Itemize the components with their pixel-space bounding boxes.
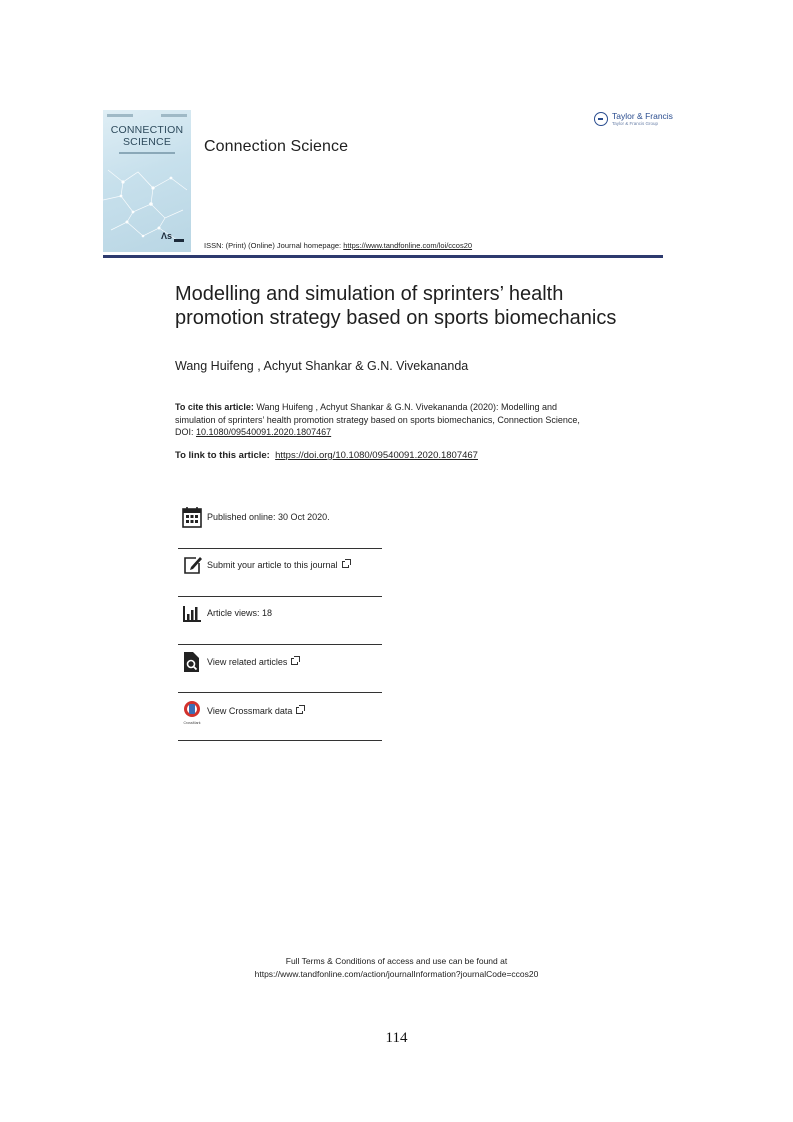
journal-name: Connection Science xyxy=(204,138,349,155)
crossmark-icon xyxy=(182,700,202,726)
svg-text:CrossMark: CrossMark xyxy=(183,721,201,725)
article-views-row xyxy=(180,602,382,632)
article-title: Modelling and simulation of sprinters’ health promotion strategy based on sports biomechanics xyxy=(175,283,617,329)
cover-title: CONNECTION SCIENCE xyxy=(110,124,184,148)
submit-article-row[interactable] xyxy=(180,554,382,584)
journal-homepage-link[interactable]: https://www.tandfonline.com/loi/ccos20 xyxy=(343,241,473,250)
submit-article-link[interactable]: Submit your article to this journal xyxy=(207,560,338,570)
info-divider xyxy=(178,644,382,645)
external-link-icon xyxy=(342,561,349,568)
external-link-icon xyxy=(291,658,298,665)
publisher-logo-group: Taylor & Francis Group xyxy=(612,121,659,126)
terms-footer-line: Full Terms & Conditions of access and use can be found at xyxy=(285,956,508,966)
issn-text: ISSN: (Print) (Online) Journal homepage: xyxy=(204,241,344,250)
related-articles-row[interactable] xyxy=(180,651,382,681)
publisher-logo xyxy=(594,110,673,132)
document-search-icon xyxy=(182,651,202,673)
citation-block xyxy=(175,401,595,439)
edit-icon xyxy=(182,554,202,576)
info-divider xyxy=(178,740,382,741)
info-divider xyxy=(178,548,382,549)
info-divider xyxy=(178,596,382,597)
svg-text:Λs: Λs xyxy=(161,231,173,241)
article-doi-url-link[interactable]: https://doi.org/10.1080/09540091.2020.1807467 xyxy=(275,450,478,461)
cover-header-marks xyxy=(107,114,187,118)
citation-text: Wang Huifeng , Achyut Shankar & G.N. Vivekananda (2020): Modelling and simulation of sprinters’ health promotion strategy based on sports biomechanics, Connection Science, DOI: xyxy=(175,402,580,437)
related-articles-link[interactable]: View related articles xyxy=(207,657,288,667)
cover-subtitle-bar xyxy=(119,152,175,154)
article-link-line xyxy=(175,450,478,461)
published-online-text: Published online: 30 Oct 2020. xyxy=(207,512,330,522)
citation-label: To cite this article: xyxy=(175,402,254,412)
crossmark-row[interactable] xyxy=(180,700,382,730)
article-authors: Wang Huifeng , Achyut Shankar & G.N. Vivekananda xyxy=(175,359,469,373)
citation-doi-link[interactable]: 10.1080/09540091.2020.1807467 xyxy=(196,427,332,437)
info-divider xyxy=(178,692,382,693)
external-link-icon xyxy=(296,707,303,714)
published-online-row xyxy=(180,506,382,536)
article-views-text: Article views: 18 xyxy=(207,608,273,618)
page-number: 114 xyxy=(385,1030,408,1046)
terms-footer-url[interactable]: https://www.tandfonline.com/action/journalInformation?journalCode=ccos20 xyxy=(254,969,539,979)
bar-chart-icon xyxy=(182,602,202,624)
publisher-logo-name: Taylor & Francis xyxy=(612,111,673,121)
terms-footer xyxy=(0,955,793,981)
crossmark-link[interactable]: View Crossmark data xyxy=(207,706,293,716)
calendar-icon xyxy=(182,506,202,528)
journal-cover-image xyxy=(103,110,191,252)
publisher-logo-icon xyxy=(594,112,608,126)
header-divider xyxy=(103,255,663,258)
issn-line xyxy=(204,241,472,250)
cover-publisher-logo xyxy=(161,230,185,244)
article-link-label: To link to this article: xyxy=(175,450,273,461)
